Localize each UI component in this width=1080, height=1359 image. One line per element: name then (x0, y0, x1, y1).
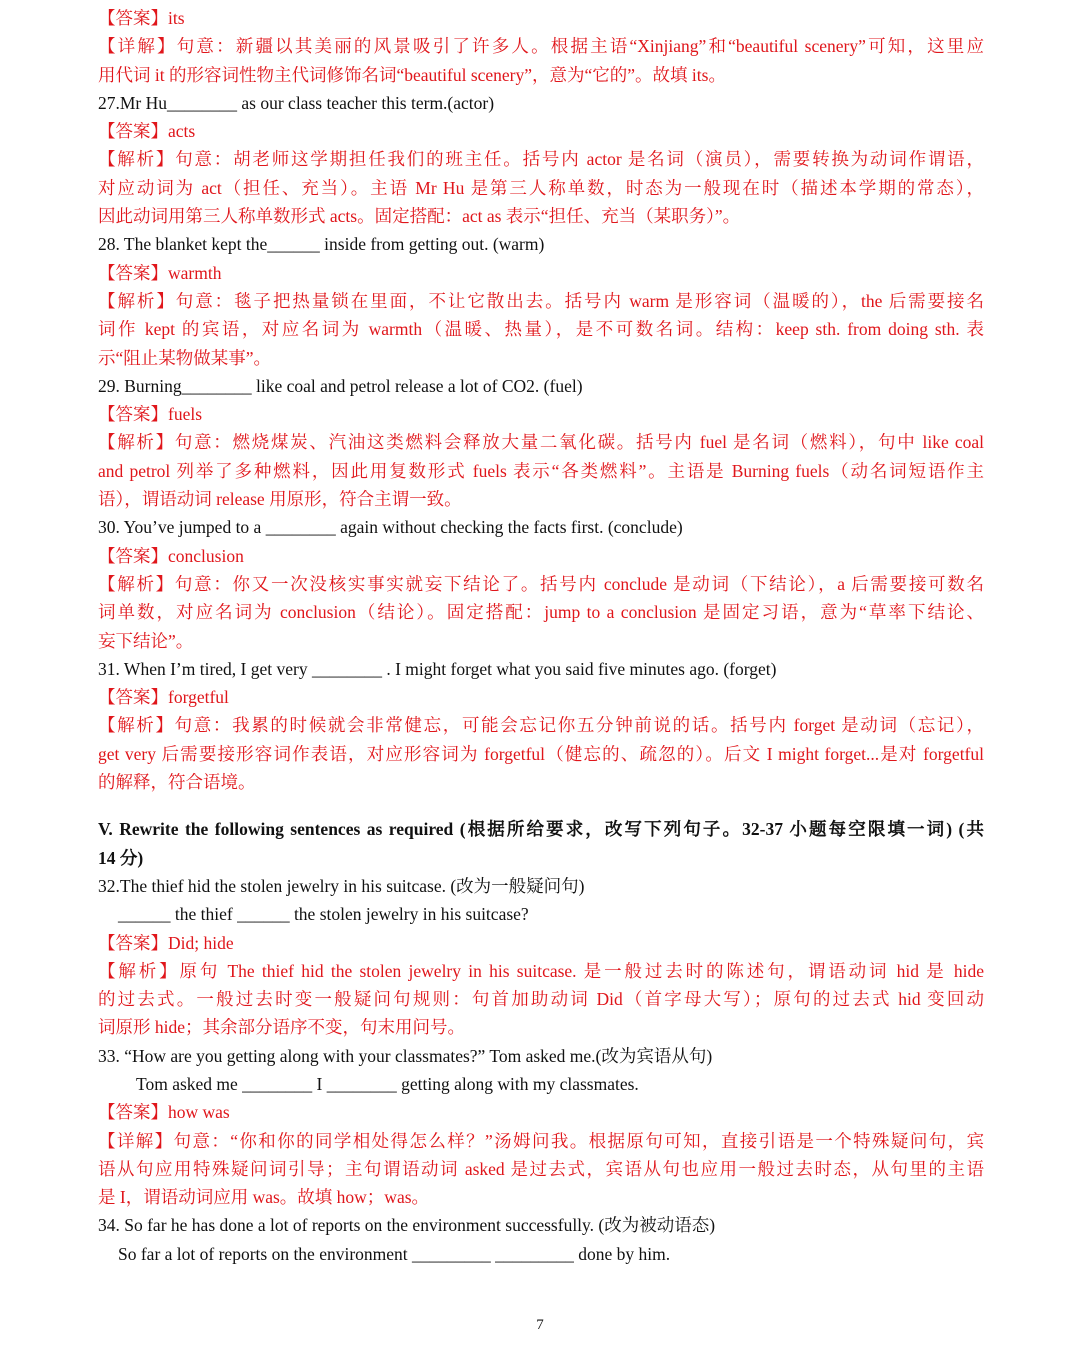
question-line: 28. The blanket kept the______ inside from getting out. (warm) (98, 234, 545, 255)
spacer (98, 796, 984, 815)
answer-line: 【答案】acts (98, 121, 196, 142)
answer-line: 【答案】conclusion (98, 545, 244, 566)
answer-line: 【解析】句意：毯子把热量锁在里面，不让它散出去。括号内 warm 是形容词（温暖的），the 后需要接名 (98, 290, 984, 311)
answer-line: 示“阻止某物做某事”。 (98, 347, 272, 368)
answer-line: 【解析】原句 The thief hid the stolen jewelry in his suitcase. 是一般过去时的陈述句，谓语动词 hid 是 hide (98, 960, 984, 981)
answer-line: 语从句应用特殊疑问词引导；主句谓语动词 asked 是过去式，宾语从句也应用一般过去时态，从句里的主语 (98, 1158, 984, 1179)
answer-line: 【答案】how was (98, 1102, 230, 1123)
answer-line: 的解释，符合语境。 (98, 772, 256, 793)
answer-line: 的过去式。一般过去时变一般疑问句规则：句首加助动词 Did（首字母大写）；原句的过去式 hid 变回动 (98, 989, 984, 1010)
document-body (98, 4, 984, 1268)
answer-line: 对应动词为 act（担任、充当）。主语 Mr Hu 是第三人称单数，时态为一般现在时（描述本学期的常态）， (98, 177, 984, 198)
answer-line: 【答案】Did; hide (98, 932, 234, 953)
question-line: 30. You’ve jumped to a ________ again without checking the facts first. (conclude) (98, 517, 683, 538)
question-line: ______ the thief ______ the stolen jewelry in his suitcase? (118, 904, 529, 925)
answer-line: 【详解】句意：新疆以其美丽的风景吸引了许多人。根据主语“Xinjiang”和“beautiful scenery”可知，这里应 (98, 36, 984, 57)
answer-line: 词原形 hide；其余部分语序不变，句末用问号。 (98, 1017, 466, 1038)
answer-line: 【解析】句意：我累的时候就会非常健忘，可能会忘记你五分钟前说的话。括号内 forget 是动词（忘记）， (98, 715, 984, 736)
question-line: 27.Mr Hu________ as our class teacher this term.(actor) (98, 92, 495, 113)
question-line: Tom asked me ________ I ________ getting along with my classmates. (136, 1073, 639, 1094)
answer-line: 语），谓语动词 release 用原形，符合主谓一致。 (98, 489, 462, 510)
answer-line: 词单数，对应名词为 conclusion（结论）。固定搭配：jump to a conclusion 是固定习语，意为“草率下结论、 (98, 602, 984, 623)
question-line: 31. When I’m tired, I get very ________ . I might forget what you said five minutes ago. (forget) (98, 658, 777, 679)
question-line: So far a lot of reports on the environment _________ _________ done by him. (118, 1243, 671, 1264)
answer-line: 用代词 it 的形容词性物主代词修饰名词“beautiful scenery”，意为“它的”。故填 its。 (98, 64, 726, 85)
answer-line: 【答案】its (98, 8, 185, 28)
question-line: 33. “How are you getting along with your classmates?” Tom asked me.(改为宾语从句) (98, 1045, 713, 1066)
answer-line: 词作 kept 的宾语，对应名词为 warmth（温暖、热量），是不可数名词。结构：keep sth. from doing sth. 表 (98, 319, 984, 340)
question-line: 14 分) (98, 847, 144, 868)
answer-line: 【解析】句意：胡老师这学期担任我们的班主任。括号内 actor 是名词（演员），需要转换为动词作谓语， (98, 149, 984, 170)
answer-line: 【答案】forgetful (98, 687, 229, 708)
answer-line: and petrol 列举了多种燃料，因此用复数形式 fuels 表示“各类燃料”。主语是 Burning fuels（动名词短语作主 (98, 460, 984, 481)
question-line: 34. So far he has done a lot of reports on the environment successfully. (改为被动语态) (98, 1215, 716, 1236)
answer-line: 妄下结论”。 (98, 630, 194, 651)
page-number: 7 (536, 1317, 544, 1333)
answer-line: 【详解】句意：“你和你的同学相处得怎么样？”汤姆问我。根据原句可知，直接引语是一个特殊疑问句，宾 (98, 1130, 984, 1151)
answer-line: 【解析】句意：你又一次没核实事实就妄下结论了。括号内 conclude 是动词（下结论），a 后需要接可数名 (98, 573, 984, 594)
question-line: V. Rewrite the following sentences as required (根据所给要求，改写下列句子。32-37 小题每空限填一词) (共 (98, 819, 984, 840)
question-line: 29. Burning________ like coal and petrol release a lot of CO2. (fuel) (98, 375, 583, 396)
answer-line: 因此动词用第三人称单数形式 acts。固定搭配：act as 表示“担任、充当（某职务）”。 (98, 206, 741, 227)
answer-line: 是 I，谓语动词应用 was。故填 how；was。 (98, 1187, 430, 1208)
answer-line: get very 后需要接形容词作表语，对应形容词为 forgetful（健忘的、疏忽的）。后文 I might forget...是对 forgetful (98, 743, 984, 764)
answer-line: 【解析】句意：燃烧煤炭、汽油这类燃料会释放大量二氧化碳。括号内 fuel 是名词（燃料），句中 like coal (98, 432, 984, 453)
question-line: 32.The thief hid the stolen jewelry in his suitcase. (改为一般疑问句) (98, 875, 585, 896)
answer-line: 【答案】fuels (98, 404, 203, 425)
answer-line: 【答案】warmth (98, 262, 222, 283)
